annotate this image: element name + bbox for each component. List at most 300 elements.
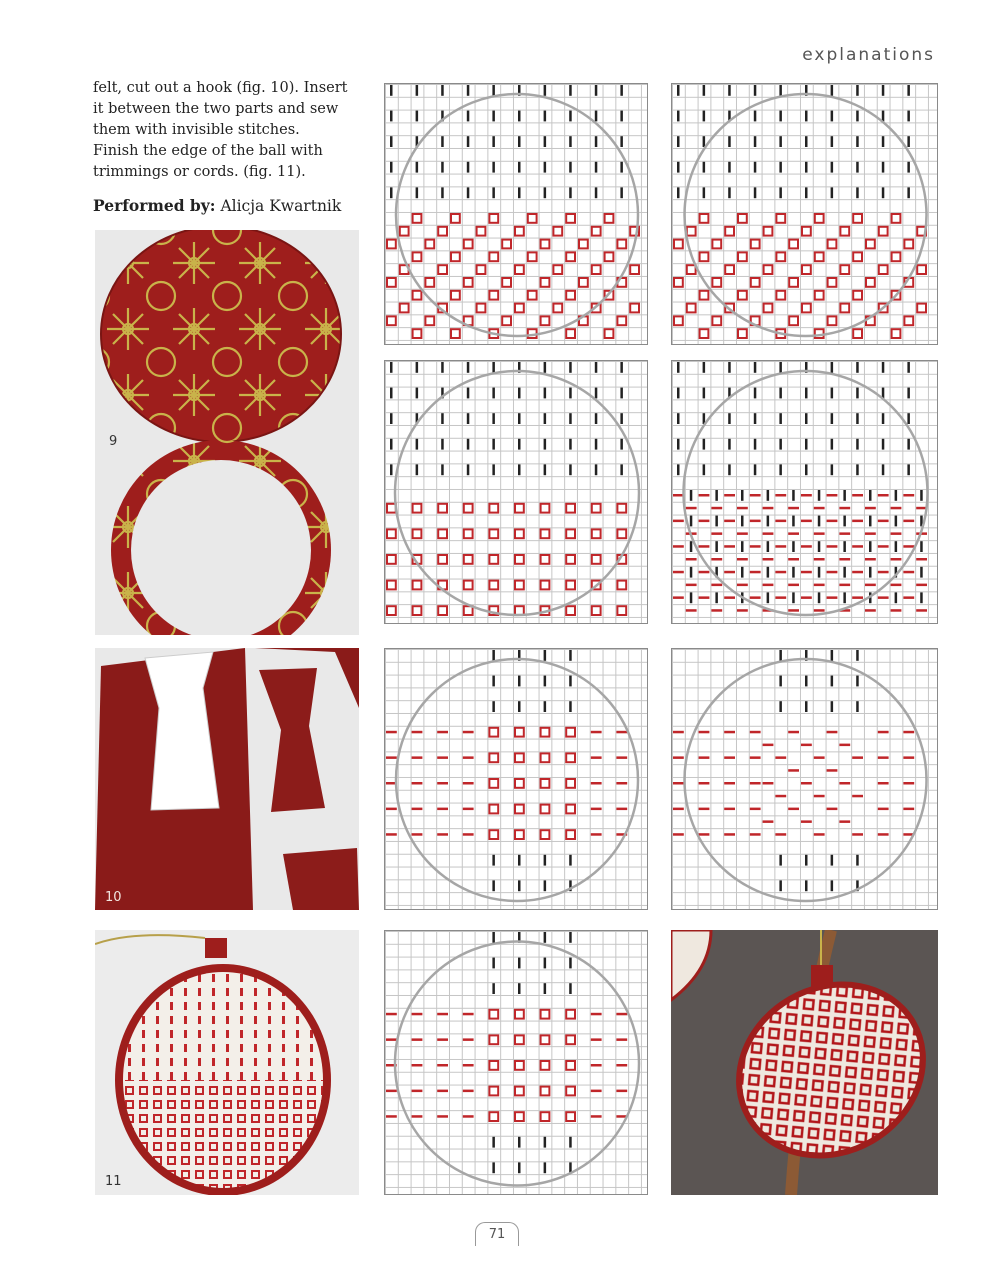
stitch-box [489, 728, 498, 737]
stitch-red [386, 1090, 397, 1093]
stitch-red [591, 1090, 602, 1093]
stitch-box [541, 504, 550, 513]
stitch-black [416, 439, 419, 450]
pattern-chart-6 [671, 648, 938, 910]
stitch-black [595, 413, 598, 424]
stitch-black [518, 162, 521, 173]
stitch-black [544, 1137, 547, 1148]
stitch-red [437, 782, 448, 785]
stitch-red [839, 584, 850, 587]
stitch-box [605, 329, 614, 338]
instruction-paragraph-2: Finish the edge of the ball with trimmings or cords. (fig. 11). [93, 143, 323, 180]
stitch-box [425, 240, 434, 249]
stitch-red [737, 507, 748, 510]
stitch-black [728, 464, 731, 475]
stitch-black [920, 490, 923, 501]
stitch-box [892, 252, 901, 261]
stitch-black [767, 516, 770, 527]
stitch-box [489, 1061, 498, 1070]
stitch-black [831, 464, 834, 475]
stitch-red [775, 596, 786, 599]
stitch-box [904, 240, 913, 249]
pattern-chart-1-stitches [385, 84, 648, 345]
stitch-black [441, 187, 444, 198]
stitch-black [741, 516, 744, 527]
stitch-box [776, 291, 785, 300]
stitch-black [620, 388, 623, 399]
stitch-red [724, 545, 735, 548]
stitch-black [544, 855, 547, 866]
stitch-red [412, 1115, 423, 1118]
stitch-black [754, 362, 757, 373]
stitch-box [566, 1087, 575, 1096]
stitch-box [438, 555, 447, 564]
stitch-black [831, 136, 834, 147]
stitch-black [754, 136, 757, 147]
stitch-black [754, 187, 757, 198]
stitch-red [673, 520, 684, 523]
figure-number-11: 11 [105, 1174, 122, 1189]
stitch-black [895, 541, 898, 552]
stitch-black [779, 439, 782, 450]
stitch-black [544, 932, 547, 943]
stitch-black [779, 136, 782, 147]
stitch-black [754, 413, 757, 424]
stitch-black [831, 85, 834, 96]
stitch-box [413, 291, 422, 300]
stitch-black [492, 1137, 495, 1148]
stitch-black [390, 187, 393, 198]
stitch-red [686, 507, 697, 510]
stitch-red [437, 731, 448, 734]
stitch-black [690, 516, 693, 527]
stitch-red [916, 609, 927, 612]
stitch-box [853, 329, 862, 338]
stitch-box [464, 504, 473, 513]
stitch-red [763, 820, 774, 823]
stitch-black [831, 650, 834, 661]
finished-ornament-illustration [671, 930, 938, 1195]
stitch-black [416, 85, 419, 96]
stitch-black [895, 592, 898, 603]
stitch-red [616, 1064, 627, 1067]
felt-pieces-illustration [95, 648, 359, 910]
stitch-box [592, 606, 601, 615]
stitch-red [801, 596, 812, 599]
stitch-box [566, 581, 575, 590]
stitch-red [878, 833, 889, 836]
stitch-black [805, 162, 808, 173]
stitch-black [728, 362, 731, 373]
stitch-black [416, 362, 419, 373]
stitch-black [728, 187, 731, 198]
stitch-box [617, 504, 626, 513]
stitch-red [878, 808, 889, 811]
stitch-box [438, 529, 447, 538]
stitch-red [724, 731, 735, 734]
stitch-red [591, 1013, 602, 1016]
stitch-red [591, 833, 602, 836]
stitch-black [715, 592, 718, 603]
stitch-red [386, 833, 397, 836]
stitch-box [866, 278, 875, 287]
photo-fig-9 [95, 230, 359, 635]
stitch-box [738, 214, 747, 223]
stitch-black [569, 388, 572, 399]
stitch-black [907, 111, 910, 122]
stitch-box [451, 214, 460, 223]
stitch-red [437, 1013, 448, 1016]
stitch-red [903, 520, 914, 523]
ornament-outline-circle [685, 94, 927, 336]
stitch-red [750, 756, 761, 759]
stitch-black [492, 464, 495, 475]
stitch-black [779, 676, 782, 687]
stitch-red [801, 571, 812, 574]
stitch-box [674, 278, 683, 287]
stitch-black [856, 85, 859, 96]
stitch-red [750, 520, 761, 523]
stitch-black [767, 567, 770, 578]
stitch-red [750, 731, 761, 734]
stitch-black [882, 439, 885, 450]
stitch-black [677, 162, 680, 173]
stitch-red [852, 756, 863, 759]
stitch-box [802, 265, 811, 274]
stitch-black [703, 162, 706, 173]
stitch-box [738, 252, 747, 261]
stitch-box [566, 606, 575, 615]
stitch-black [595, 136, 598, 147]
stitch-red [699, 756, 710, 759]
stitch-red [891, 532, 902, 535]
stitch-black [754, 111, 757, 122]
stitch-red [412, 808, 423, 811]
stitch-red [616, 756, 627, 759]
stitch-box [541, 1010, 550, 1019]
stitch-black [856, 439, 859, 450]
stitch-red [814, 558, 825, 561]
stitch-black [882, 85, 885, 96]
stitch-box [566, 1035, 575, 1044]
stitch-black [741, 567, 744, 578]
stitch-box [789, 316, 798, 325]
stitch-box [515, 1087, 524, 1096]
stitch-box [892, 329, 901, 338]
stitch-black [728, 85, 731, 96]
stitch-black [544, 464, 547, 475]
stitch-black [831, 413, 834, 424]
stitch-black [703, 187, 706, 198]
pattern-chart-2 [671, 83, 938, 345]
stitch-box [400, 227, 409, 236]
stitch-black [518, 136, 521, 147]
stitch-box [566, 214, 575, 223]
stitch-black [856, 855, 859, 866]
stitch-black [831, 855, 834, 866]
stitch-black [856, 187, 859, 198]
stitch-box [764, 227, 773, 236]
ornament-outline-circle [396, 94, 638, 336]
stitch-black [492, 958, 495, 969]
stitch-black [869, 490, 872, 501]
stitch-box [630, 265, 639, 274]
stitch-black [620, 136, 623, 147]
stitch-red [878, 731, 889, 734]
stitch-box [489, 581, 498, 590]
stitch-black [544, 701, 547, 712]
stitch-box [776, 214, 785, 223]
stitch-red [814, 833, 825, 836]
stitch-black [620, 362, 623, 373]
pattern-chart-4-stitches [672, 361, 938, 624]
stitch-black [728, 136, 731, 147]
stitch-black [805, 136, 808, 147]
stitch-box [738, 329, 747, 338]
stitch-black [569, 136, 572, 147]
stitch-box [566, 329, 575, 338]
stitch-red [903, 782, 914, 785]
stitch-black [620, 464, 623, 475]
stitch-black [620, 439, 623, 450]
stitch-red [814, 507, 825, 510]
stitch-box [764, 304, 773, 313]
stitch-black [767, 592, 770, 603]
stitch-box [489, 291, 498, 300]
stitch-box [541, 753, 550, 762]
stitch-box [515, 1112, 524, 1121]
stitch-black [492, 413, 495, 424]
stitch-red [814, 532, 825, 535]
stitch-red [763, 744, 774, 747]
stitch-box [489, 252, 498, 261]
stitch-red [878, 782, 889, 785]
stitch-box [828, 278, 837, 287]
stitch-red [673, 833, 684, 836]
stitch-red [865, 584, 876, 587]
stitch-red [903, 756, 914, 759]
stitch-red [750, 782, 761, 785]
stitch-black [441, 362, 444, 373]
stitch-box [879, 227, 888, 236]
stitch-red [463, 1115, 474, 1118]
stitch-black [703, 439, 706, 450]
stitch-red [801, 744, 812, 747]
stitch-black [703, 85, 706, 96]
stitch-box [515, 529, 524, 538]
stitch-red [891, 584, 902, 587]
stitch-black [703, 136, 706, 147]
stitch-red [891, 609, 902, 612]
stitch-red [827, 545, 838, 548]
stitch-black [569, 1137, 572, 1148]
stitch-red [699, 782, 710, 785]
stitch-black [467, 413, 470, 424]
stitch-red [412, 782, 423, 785]
stitch-black [856, 464, 859, 475]
stitch-box [892, 214, 901, 223]
stitch-box [815, 214, 824, 223]
stitch-box [553, 304, 562, 313]
stitch-red [852, 545, 863, 548]
stitch-box [917, 265, 926, 274]
stitch-red [673, 571, 684, 574]
stitch-black [544, 1162, 547, 1173]
stitch-box [700, 329, 709, 338]
stitch-box [815, 291, 824, 300]
stitch-red [673, 808, 684, 811]
stitch-red [724, 808, 735, 811]
stitch-black [492, 880, 495, 891]
stitch-box [515, 1061, 524, 1070]
stitch-black [779, 855, 782, 866]
stitch-box [387, 240, 396, 249]
stitch-red [711, 507, 722, 510]
stitch-black [779, 162, 782, 173]
stitch-black [569, 187, 572, 198]
stitch-black [690, 541, 693, 552]
stitch-black [741, 541, 744, 552]
stitch-black [620, 187, 623, 198]
stitch-black [595, 388, 598, 399]
stitch-box [489, 504, 498, 513]
stitch-red [788, 584, 799, 587]
stitch-box [840, 304, 849, 313]
stitch-red [865, 609, 876, 612]
stitch-box [464, 278, 473, 287]
stitch-box [566, 830, 575, 839]
stitch-black [492, 1162, 495, 1173]
pattern-chart-4 [671, 360, 938, 624]
stitch-box [592, 555, 601, 564]
stitch-box [438, 265, 447, 274]
page-header: explanations [802, 45, 935, 65]
stitch-black [544, 958, 547, 969]
stitch-box [425, 278, 434, 287]
stitch-red [463, 782, 474, 785]
stitch-black [907, 162, 910, 173]
stitch-black [467, 187, 470, 198]
stitch-red [386, 1115, 397, 1118]
stitch-black [907, 187, 910, 198]
stitch-red [814, 584, 825, 587]
stitch-red [737, 532, 748, 535]
stitch-red [673, 545, 684, 548]
stitch-box [387, 581, 396, 590]
stitch-black [518, 388, 521, 399]
stitch-box [413, 504, 422, 513]
stitch-black [831, 880, 834, 891]
stitch-box [541, 728, 550, 737]
stitch-box [674, 240, 683, 249]
stitch-box [566, 555, 575, 564]
stitch-black [843, 541, 846, 552]
stitch-black [715, 516, 718, 527]
stitch-red [891, 507, 902, 510]
ornament-outline-circle [395, 371, 639, 615]
stitch-box [687, 265, 696, 274]
stitch-black [882, 362, 885, 373]
stitch-box [387, 278, 396, 287]
stitch-black [390, 85, 393, 96]
stitch-black [882, 111, 885, 122]
stitch-box [592, 504, 601, 513]
stitch-red [852, 494, 863, 497]
stitch-red [737, 609, 748, 612]
stitch-red [775, 520, 786, 523]
stitch-black [792, 490, 795, 501]
stitch-red [814, 756, 825, 759]
stitch-red [878, 494, 889, 497]
stitch-black [677, 111, 680, 122]
stitch-black [569, 983, 572, 994]
stitch-red [750, 808, 761, 811]
stitch-black [856, 111, 859, 122]
stitch-red [801, 782, 812, 785]
stitch-box [866, 240, 875, 249]
stitch-red [437, 833, 448, 836]
stitch-black [831, 111, 834, 122]
stitch-black [544, 880, 547, 891]
stitch-box [712, 316, 721, 325]
stitch-box [751, 240, 760, 249]
stitch-black [856, 676, 859, 687]
stitch-red [616, 1013, 627, 1016]
stitch-red [903, 494, 914, 497]
stitch-black [441, 413, 444, 424]
stitch-black [856, 362, 859, 373]
stitch-black [518, 676, 521, 687]
stitch-box [853, 252, 862, 261]
stitch-black [518, 983, 521, 994]
stitch-black [677, 85, 680, 96]
photo-fig-10 [95, 648, 359, 910]
stitch-red [878, 571, 889, 574]
stitch-red [852, 795, 863, 798]
stitch-box [489, 1035, 498, 1044]
stitch-black [569, 932, 572, 943]
stitch-box [592, 227, 601, 236]
stitch-box [725, 227, 734, 236]
stitch-red [724, 494, 735, 497]
stitch-box [489, 529, 498, 538]
stitch-box [789, 240, 798, 249]
stitch-red [699, 808, 710, 811]
stitch-black [441, 464, 444, 475]
stitch-black [441, 439, 444, 450]
stitch-red [827, 808, 838, 811]
stitch-red [788, 609, 799, 612]
stitch-box [738, 291, 747, 300]
stitch-black [569, 362, 572, 373]
stitch-box [489, 753, 498, 762]
stitch-box [879, 265, 888, 274]
stitch-box [789, 278, 798, 287]
stitch-black [569, 464, 572, 475]
stitch-red [463, 1090, 474, 1093]
stitch-red [878, 545, 889, 548]
stitch-box [541, 1035, 550, 1044]
stitch-red [591, 782, 602, 785]
stitch-black [595, 85, 598, 96]
stitch-red [724, 596, 735, 599]
stitch-black [677, 136, 680, 147]
stitch-black [767, 490, 770, 501]
stitch-black [728, 413, 731, 424]
stitch-black [569, 162, 572, 173]
stitch-red [852, 520, 863, 523]
stitch-box [528, 291, 537, 300]
